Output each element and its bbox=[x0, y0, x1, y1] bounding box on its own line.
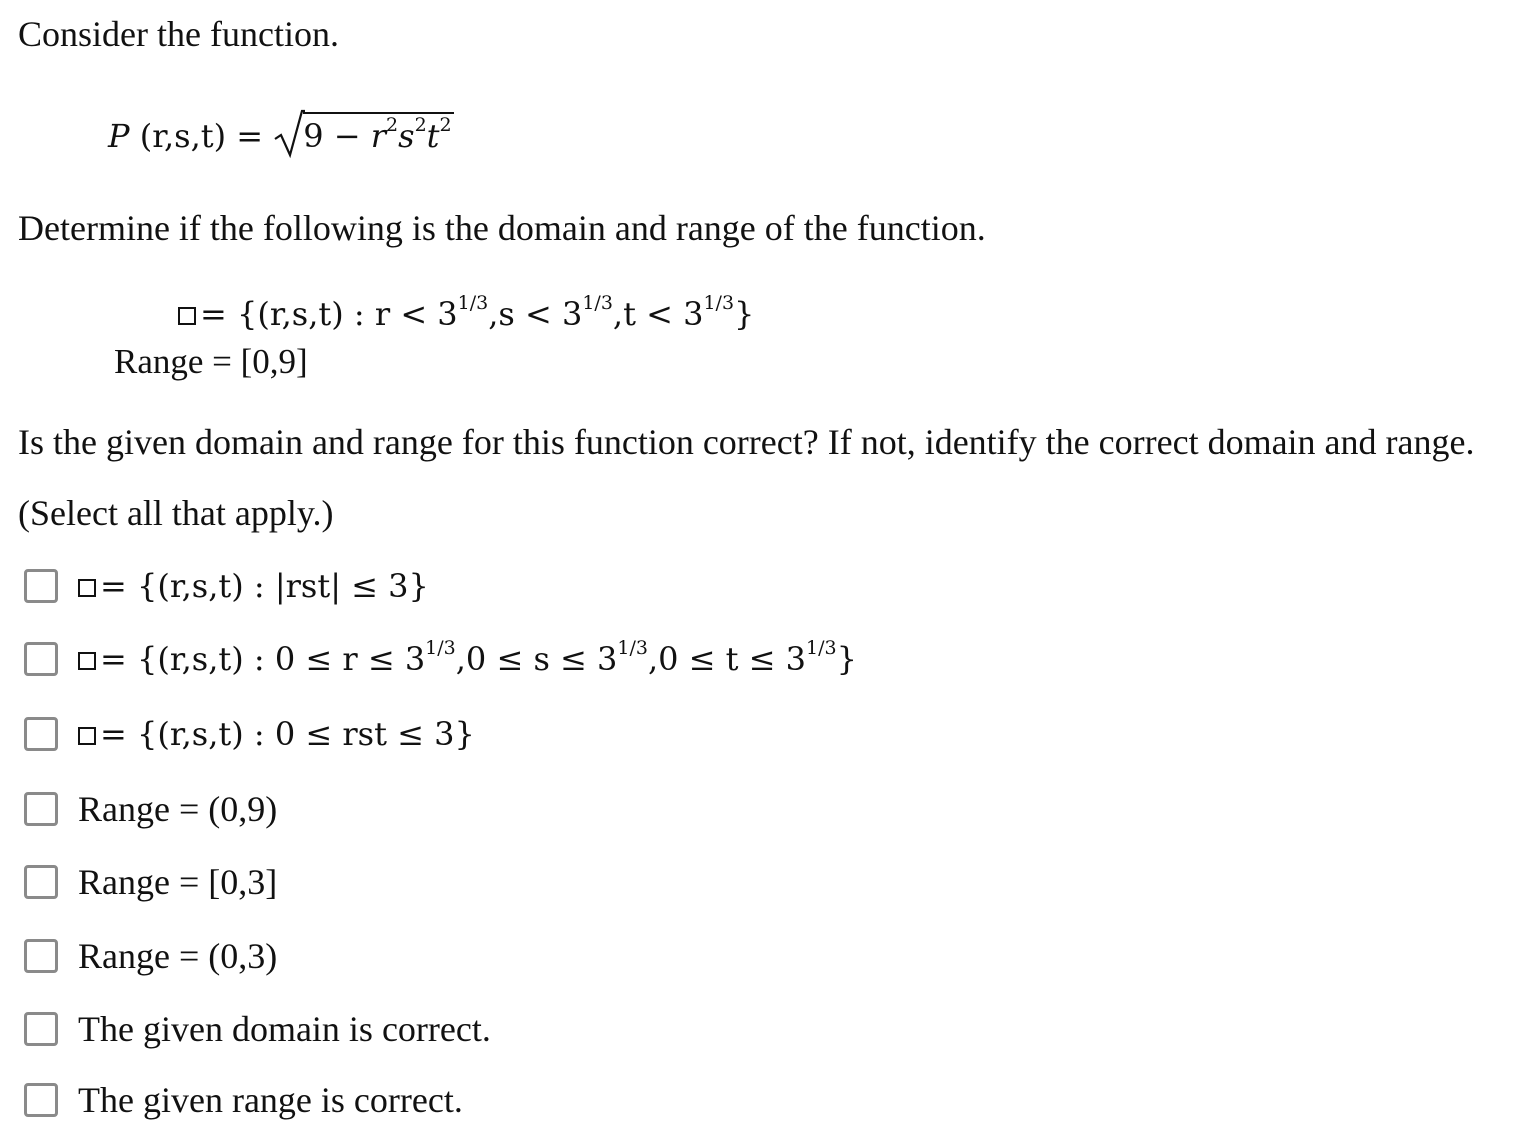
square-root bbox=[273, 112, 453, 155]
option-checkbox[interactable] bbox=[24, 1012, 58, 1046]
radical-sign-icon bbox=[273, 99, 305, 161]
option-given-domain-correct[interactable] bbox=[24, 1009, 491, 1049]
option-label: = {(r,s,t) : |rst| ≤ 3} bbox=[78, 570, 429, 602]
option-checkbox[interactable] bbox=[24, 569, 58, 603]
option-given-range-correct[interactable] bbox=[24, 1080, 463, 1120]
option-label: Range = (0,3) bbox=[78, 936, 278, 976]
domain-box-icon bbox=[78, 652, 96, 670]
option-domain-abs-rst[interactable] bbox=[24, 567, 429, 605]
option-label: = {(r,s,t) : 0 ≤ rst ≤ 3} bbox=[78, 718, 475, 750]
option-checkbox[interactable] bbox=[24, 717, 58, 751]
intro-text: Consider the function. bbox=[18, 14, 339, 54]
domain-box-icon bbox=[78, 727, 96, 745]
instruction-text: (Select all that apply.) bbox=[18, 493, 334, 533]
function-args: (r,s,t) bbox=[139, 117, 227, 155]
option-checkbox[interactable] bbox=[24, 939, 58, 973]
option-label: = {(r,s,t) : $0 \le r \le 3^{1/3},0 \le s \le 3^{1/3},0 \le t \le 3^{1/3}$} bbox=[78, 643, 857, 675]
given-domain: = {(r,s,t) : $r < 3^{1/3},s < 3^{1/3},t < 3^{1/3}$} bbox=[178, 298, 754, 330]
question-text: Is the given domain and range for this function correct? If not, identify the correct domain and range. bbox=[18, 422, 1475, 462]
equals-sign: = bbox=[236, 117, 264, 155]
radicand: $9 - r^2s^2t^2$ bbox=[303, 112, 453, 152]
option-checkbox[interactable] bbox=[24, 792, 58, 826]
option-label: Range = (0,9) bbox=[78, 789, 278, 829]
option-checkbox[interactable] bbox=[24, 1083, 58, 1117]
option-domain-rst-range[interactable] bbox=[24, 715, 475, 753]
option-checkbox[interactable] bbox=[24, 865, 58, 899]
option-range-open-0-9[interactable] bbox=[24, 789, 278, 829]
option-label: Range = [0,3] bbox=[78, 862, 278, 902]
option-checkbox[interactable] bbox=[24, 642, 58, 676]
determine-text: Determine if the following is the domain and range of the function. bbox=[18, 208, 986, 248]
function-definition bbox=[108, 112, 454, 155]
domain-box-icon bbox=[78, 579, 96, 597]
domain-box-icon bbox=[178, 307, 196, 325]
option-range-closed-0-3[interactable] bbox=[24, 862, 278, 902]
option-label: The given range is correct. bbox=[78, 1080, 463, 1120]
given-range: Range = [0,9] bbox=[114, 342, 308, 381]
option-domain-bounded-vars[interactable] bbox=[24, 637, 857, 678]
option-label: The given domain is correct. bbox=[78, 1009, 491, 1049]
option-range-open-0-3[interactable] bbox=[24, 936, 278, 976]
function-name: P bbox=[108, 117, 130, 155]
